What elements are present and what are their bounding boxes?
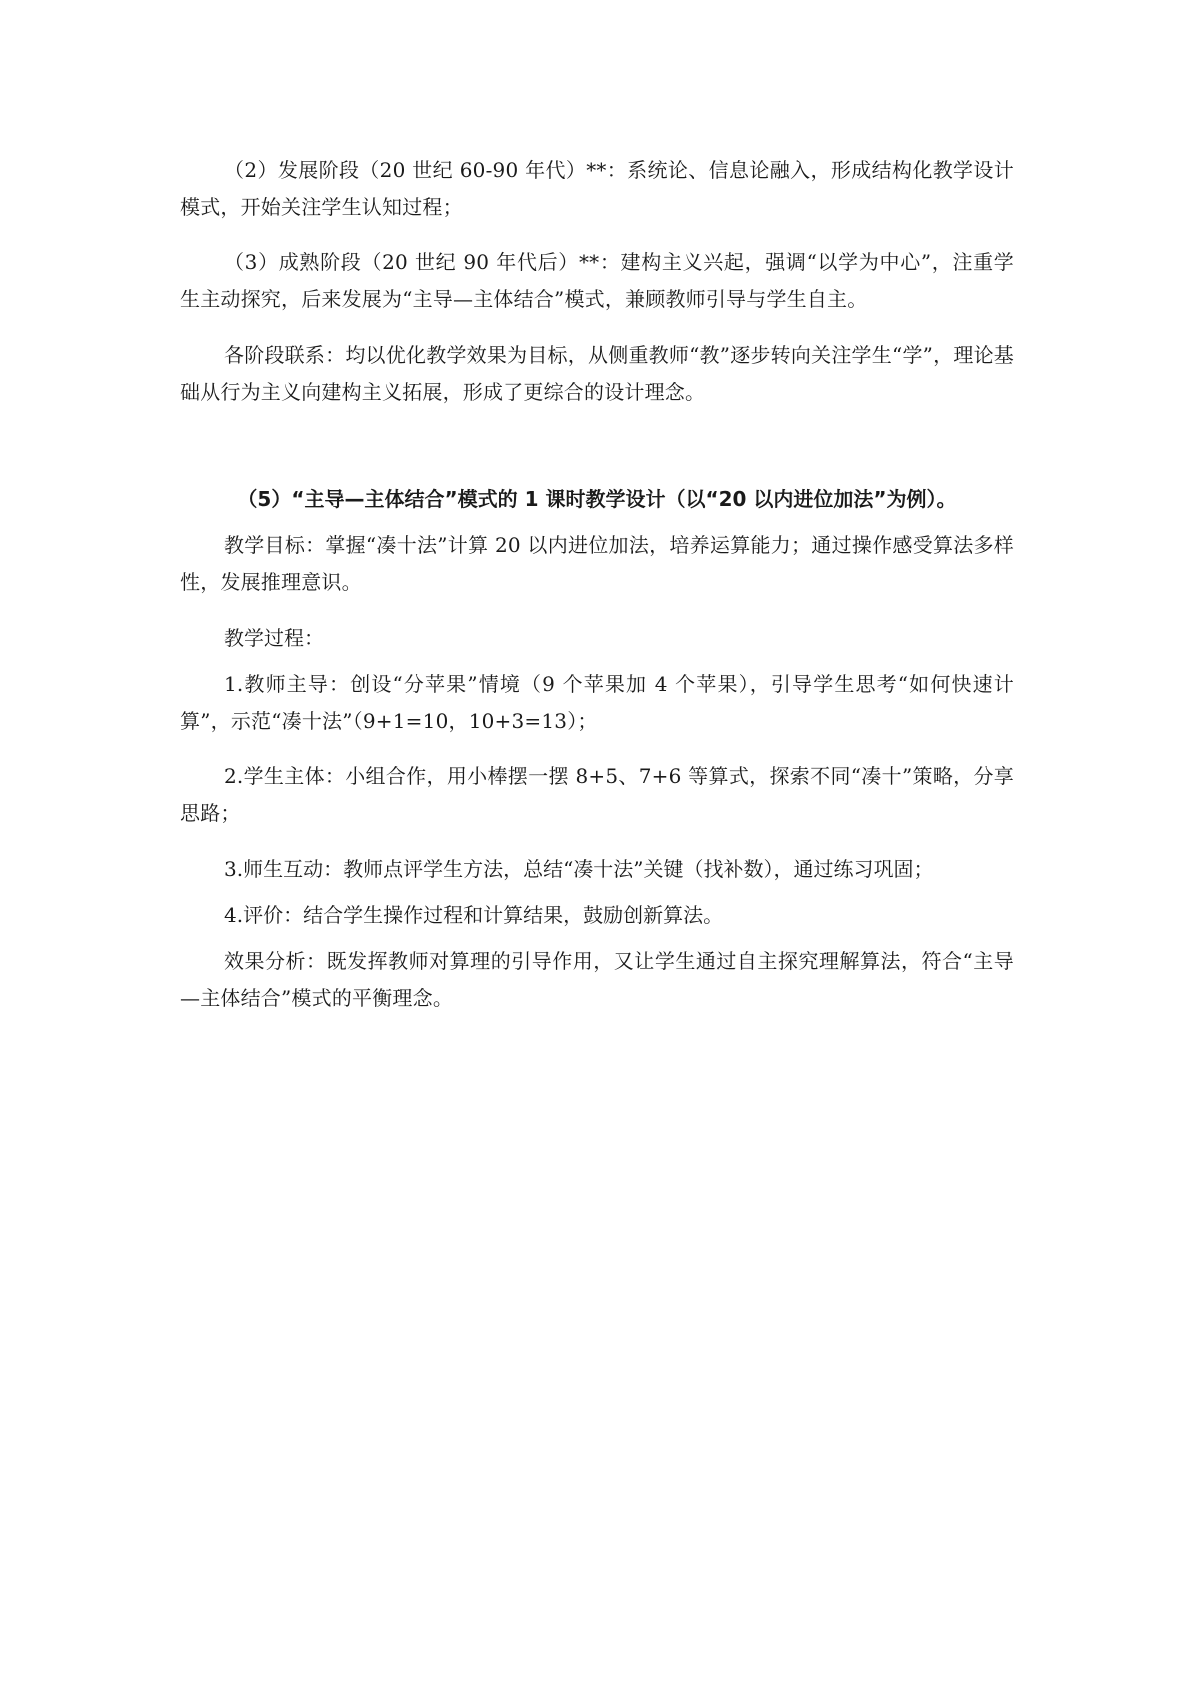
teaching-step-3: 3.师生互动：教师点评学生方法，总结“凑十法”关键（找补数），通过练习巩固； — [224, 857, 934, 881]
teaching-step-2: 2.学生主体：小组合作，用小棒摆一摆 8+5、7+6 等算式，探索不同“凑十”策略，分享思路； — [180, 764, 1014, 825]
paragraph-stage-2: （2）发展阶段（20 世纪 60-90 年代）**：系统论、信息论融入，形成结构化教学设计模式，开始关注学生认知过程； — [180, 158, 1014, 219]
section-5-heading: （5）“主导—主体结合”模式的 1 课时教学设计（以“20 以内进位加法”为例）。 — [237, 487, 957, 511]
paragraph-stage-connection: 各阶段联系：均以优化教学效果为目标，从侧重教师“教”逐步转向关注学生“学”，理论基础从行为主义向建构主义拓展，形成了更综合的设计理念。 — [180, 343, 1014, 404]
paragraph-stage-3: （3）成熟阶段（20 世纪 90 年代后）**：建构主义兴起，强调“以学为中心”，注重学生主动探究，后来发展为“主导—主体结合”模式，兼顾教师引导与学生自主。 — [180, 250, 1014, 311]
teaching-step-4: 4.评价：结合学生操作过程和计算结果，鼓励创新算法。 — [224, 903, 724, 927]
paragraph-effect-analysis: 效果分析：既发挥教师对算理的引导作用，又让学生通过自主探究理解算法，符合“主导—主体结合”模式的平衡理念。 — [180, 949, 1014, 1010]
teaching-step-1: 1.教师主导：创设“分苹果”情境（9 个苹果加 4 个苹果），引导学生思考“如何快速计算”，示范“凑十法”（9+1=10，10+3=13）； — [180, 672, 1014, 733]
teaching-process-label: 教学过程： — [224, 626, 324, 650]
paragraph-teaching-objective: 教学目标：掌握“凑十法”计算 20 以内进位加法，培养运算能力；通过操作感受算法多样性，发展推理意识。 — [180, 533, 1014, 594]
